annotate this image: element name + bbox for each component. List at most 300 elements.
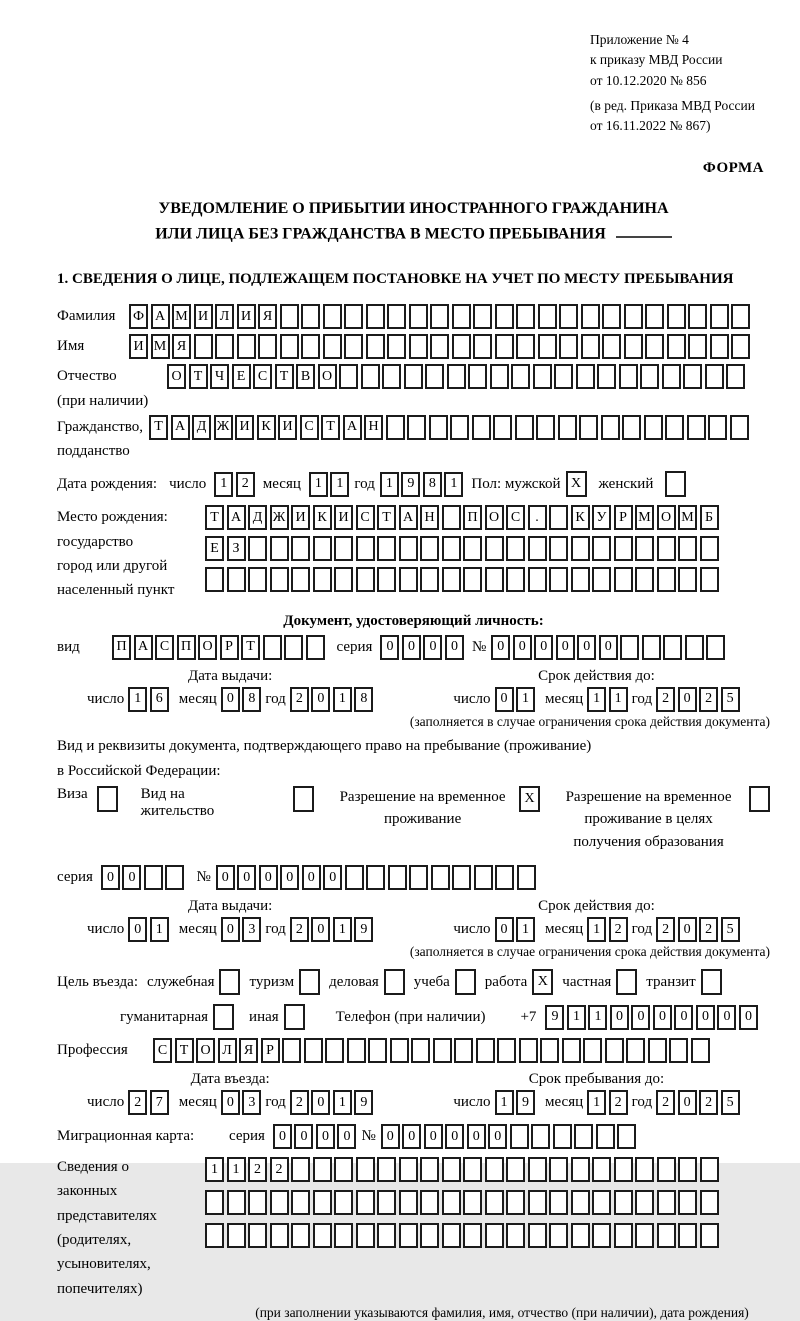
form-cell[interactable] [248,536,267,561]
form-cell[interactable] [592,567,611,592]
form-cell[interactable]: 0 [495,687,514,712]
form-cell[interactable] [678,1157,697,1182]
permit-valid-year-input[interactable] [656,917,740,942]
form-cell[interactable]: 8 [242,687,261,712]
form-cell[interactable] [263,635,282,660]
form-cell[interactable]: 3 [242,1090,261,1115]
form-cell[interactable] [497,1038,516,1063]
id-issue-year-input[interactable] [290,687,374,712]
reps-row3-input[interactable] [205,1223,719,1248]
birth-place-row2-input[interactable] [205,536,719,561]
form-cell[interactable] [377,536,396,561]
form-cell[interactable] [528,536,547,561]
form-cell[interactable]: 2 [656,1090,675,1115]
form-cell[interactable] [334,1223,353,1248]
form-cell[interactable] [301,304,320,329]
form-cell[interactable] [669,1038,688,1063]
form-cell[interactable] [605,1038,624,1063]
form-cell[interactable]: Н [420,505,439,530]
form-cell[interactable] [227,1223,246,1248]
form-cell[interactable] [366,865,385,890]
form-cell[interactable] [665,415,684,440]
form-cell[interactable]: 2 [699,687,718,712]
purpose-chastnaya-checkbox[interactable] [616,969,637,995]
form-cell[interactable]: 6 [150,687,169,712]
form-cell[interactable] [626,1038,645,1063]
form-cell[interactable] [495,334,514,359]
form-cell[interactable] [602,304,621,329]
form-cell[interactable]: 0 [599,635,618,660]
form-cell[interactable]: 0 [577,635,596,660]
form-cell[interactable] [558,415,577,440]
form-cell[interactable] [313,1157,332,1182]
form-cell[interactable] [356,567,375,592]
form-cell[interactable] [463,1190,482,1215]
form-cell[interactable] [447,364,466,389]
form-cell[interactable]: 0 [674,1005,693,1030]
form-cell[interactable] [678,567,697,592]
form-cell[interactable] [382,364,401,389]
form-cell[interactable] [361,364,380,389]
form-cell[interactable]: 1 [588,1005,607,1030]
form-cell[interactable] [533,364,552,389]
form-cell[interactable] [474,865,493,890]
form-cell[interactable] [237,334,256,359]
form-cell[interactable] [97,786,118,812]
form-cell[interactable] [614,1223,633,1248]
form-cell[interactable] [325,1038,344,1063]
form-cell[interactable]: 1 [587,1090,606,1115]
form-cell[interactable]: 1 [333,1090,352,1115]
form-cell[interactable]: 1 [128,687,147,712]
form-cell[interactable]: О [318,364,337,389]
form-cell[interactable] [708,415,727,440]
form-cell[interactable] [538,304,557,329]
form-cell[interactable] [688,304,707,329]
form-cell[interactable] [227,567,246,592]
form-cell[interactable]: 9 [401,472,420,497]
form-cell[interactable] [506,1223,525,1248]
entry-day-input[interactable] [128,1090,169,1115]
form-cell[interactable] [420,536,439,561]
form-cell[interactable] [592,536,611,561]
form-cell[interactable]: И [194,304,213,329]
patronymic-input[interactable] [167,364,745,389]
id-issue-month-input[interactable] [221,687,262,712]
form-cell[interactable]: 0 [423,635,442,660]
form-cell[interactable]: 0 [221,917,240,942]
form-cell[interactable]: 0 [402,1124,421,1149]
id-doc-type-input[interactable] [112,635,325,660]
form-cell[interactable] [377,1223,396,1248]
form-cell[interactable] [313,1190,332,1215]
form-cell[interactable] [165,865,184,890]
form-cell[interactable]: С [300,415,319,440]
form-cell[interactable] [731,334,750,359]
purpose-turizm-checkbox[interactable] [299,969,320,995]
form-cell[interactable] [528,1190,547,1215]
form-cell[interactable]: 1 [495,1090,514,1115]
purpose-rabota-checkbox[interactable] [532,969,553,995]
form-cell[interactable] [662,364,681,389]
form-cell[interactable]: 0 [495,917,514,942]
form-cell[interactable] [691,1038,710,1063]
form-cell[interactable] [344,304,363,329]
form-cell[interactable]: X [519,786,540,812]
form-cell[interactable]: Л [218,1038,237,1063]
form-cell[interactable] [559,334,578,359]
form-cell[interactable]: 2 [609,917,628,942]
form-cell[interactable] [511,364,530,389]
form-cell[interactable]: 0 [337,1124,356,1149]
form-cell[interactable] [323,304,342,329]
form-cell[interactable] [473,334,492,359]
form-cell[interactable]: М [635,505,654,530]
form-cell[interactable]: 2 [699,1090,718,1115]
form-cell[interactable]: С [155,635,174,660]
form-cell[interactable] [433,1038,452,1063]
form-cell[interactable] [409,304,428,329]
form-cell[interactable]: 8 [423,472,442,497]
form-cell[interactable]: 0 [316,1124,335,1149]
form-cell[interactable]: П [177,635,196,660]
form-cell[interactable] [700,567,719,592]
sex-female-checkbox[interactable] [665,471,686,497]
purpose-sluzhebnaya-checkbox[interactable] [219,969,240,995]
form-cell[interactable]: 8 [354,687,373,712]
form-cell[interactable] [592,1157,611,1182]
visa-checkbox[interactable] [97,786,118,812]
form-cell[interactable] [227,1190,246,1215]
form-cell[interactable]: 0 [678,687,697,712]
form-cell[interactable] [688,334,707,359]
phone-input[interactable] [545,1005,758,1030]
form-cell[interactable] [442,1223,461,1248]
mig-number-input[interactable] [381,1124,637,1149]
form-cell[interactable]: В [296,364,315,389]
form-cell[interactable] [614,536,633,561]
form-cell[interactable] [657,1157,676,1182]
form-cell[interactable] [516,334,535,359]
form-cell[interactable] [270,1223,289,1248]
form-cell[interactable] [270,536,289,561]
form-cell[interactable]: 0 [424,1124,443,1149]
form-cell[interactable]: Т [321,415,340,440]
form-cell[interactable]: 9 [545,1005,564,1030]
form-cell[interactable]: 0 [311,687,330,712]
form-cell[interactable] [306,635,325,660]
form-cell[interactable]: 0 [678,917,697,942]
form-cell[interactable] [293,786,314,812]
form-cell[interactable] [687,415,706,440]
form-cell[interactable] [388,865,407,890]
form-cell[interactable] [377,1157,396,1182]
form-cell[interactable] [356,1190,375,1215]
form-cell[interactable] [506,1157,525,1182]
form-cell[interactable] [510,1124,529,1149]
form-cell[interactable]: 0 [488,1124,507,1149]
form-cell[interactable] [420,1157,439,1182]
form-cell[interactable] [404,364,423,389]
form-cell[interactable] [205,567,224,592]
form-cell[interactable]: 0 [653,1005,672,1030]
form-cell[interactable]: 0 [128,917,147,942]
form-cell[interactable]: 1 [333,917,352,942]
form-cell[interactable] [339,364,358,389]
form-cell[interactable] [299,969,320,995]
form-cell[interactable]: 1 [227,1157,246,1182]
form-cell[interactable] [506,536,525,561]
form-cell[interactable]: 0 [445,635,464,660]
form-cell[interactable] [574,1124,593,1149]
form-cell[interactable]: Е [205,536,224,561]
form-cell[interactable]: Р [614,505,633,530]
form-cell[interactable] [399,1157,418,1182]
form-cell[interactable] [356,536,375,561]
form-cell[interactable]: Т [275,364,294,389]
form-cell[interactable]: Т [149,415,168,440]
form-cell[interactable]: 5 [721,687,740,712]
id-valid-day-input[interactable] [495,687,536,712]
permit-valid-month-input[interactable] [587,917,628,942]
form-cell[interactable] [528,1223,547,1248]
form-cell[interactable] [624,304,643,329]
form-cell[interactable]: 0 [739,1005,758,1030]
purpose-ucheba-checkbox[interactable] [455,969,476,995]
form-cell[interactable] [463,536,482,561]
form-cell[interactable] [657,536,676,561]
form-cell[interactable] [730,415,749,440]
residence-permit-checkbox[interactable] [293,786,314,812]
form-cell[interactable]: 0 [323,865,342,890]
form-cell[interactable] [284,635,303,660]
form-cell[interactable]: П [463,505,482,530]
form-cell[interactable] [384,969,405,995]
form-cell[interactable]: 0 [259,865,278,890]
form-cell[interactable] [617,1124,636,1149]
form-cell[interactable] [705,364,724,389]
form-cell[interactable]: К [571,505,590,530]
form-cell[interactable]: 0 [717,1005,736,1030]
form-cell[interactable] [597,364,616,389]
form-cell[interactable]: И [291,505,310,530]
form-cell[interactable] [726,364,745,389]
form-cell[interactable] [313,567,332,592]
permit-valid-day-input[interactable] [495,917,536,942]
form-cell[interactable]: И [278,415,297,440]
form-cell[interactable]: 2 [290,1090,309,1115]
reps-row1-input[interactable] [205,1157,719,1182]
form-cell[interactable] [301,334,320,359]
form-cell[interactable] [596,1124,615,1149]
form-cell[interactable] [616,969,637,995]
form-cell[interactable] [399,536,418,561]
form-cell[interactable]: 1 [309,472,328,497]
form-cell[interactable] [678,536,697,561]
form-cell[interactable] [495,865,514,890]
form-cell[interactable]: Л [215,304,234,329]
reps-row2-input[interactable] [205,1190,719,1215]
form-cell[interactable] [366,334,385,359]
permit-number-input[interactable] [216,865,536,890]
form-cell[interactable] [213,1004,234,1030]
form-cell[interactable] [366,304,385,329]
form-cell[interactable]: И [334,505,353,530]
birth-place-row3-input[interactable] [205,567,719,592]
form-cell[interactable] [485,1223,504,1248]
birth-year-input[interactable] [380,472,464,497]
form-cell[interactable] [657,567,676,592]
form-cell[interactable]: С [506,505,525,530]
form-cell[interactable] [205,1223,224,1248]
form-cell[interactable] [601,415,620,440]
form-cell[interactable] [291,1157,310,1182]
id-doc-seriya-input[interactable] [380,635,464,660]
form-cell[interactable]: 0 [273,1124,292,1149]
form-cell[interactable] [619,364,638,389]
form-cell[interactable]: 0 [610,1005,629,1030]
form-cell[interactable]: 0 [237,865,256,890]
form-cell[interactable] [270,567,289,592]
form-cell[interactable] [442,1157,461,1182]
form-cell[interactable] [248,1190,267,1215]
form-cell[interactable]: 0 [101,865,120,890]
form-cell[interactable]: 2 [656,917,675,942]
id-doc-number-input[interactable] [491,635,725,660]
form-cell[interactable]: 9 [354,1090,373,1115]
form-cell[interactable]: Т [241,635,260,660]
form-cell[interactable] [562,1038,581,1063]
form-cell[interactable] [571,1223,590,1248]
form-cell[interactable]: Е [232,364,251,389]
form-cell[interactable]: 1 [587,687,606,712]
form-cell[interactable] [678,1223,697,1248]
form-cell[interactable] [485,1157,504,1182]
form-cell[interactable] [506,567,525,592]
form-cell[interactable] [667,304,686,329]
form-cell[interactable]: X [532,969,553,995]
form-cell[interactable] [516,304,535,329]
form-cell[interactable] [270,1190,289,1215]
form-cell[interactable] [344,334,363,359]
form-cell[interactable] [685,635,704,660]
form-cell[interactable] [749,786,770,812]
form-cell[interactable] [493,415,512,440]
form-cell[interactable] [368,1038,387,1063]
form-cell[interactable]: Т [377,505,396,530]
form-cell[interactable] [701,969,722,995]
form-cell[interactable] [635,567,654,592]
form-cell[interactable]: К [313,505,332,530]
form-cell[interactable] [635,1190,654,1215]
form-cell[interactable] [614,1157,633,1182]
form-cell[interactable] [620,635,639,660]
form-cell[interactable] [463,567,482,592]
form-cell[interactable] [377,1190,396,1215]
permit-issue-year-input[interactable] [290,917,374,942]
stay-month-input[interactable] [587,1090,628,1115]
form-cell[interactable] [431,865,450,890]
form-cell[interactable]: 5 [721,1090,740,1115]
form-cell[interactable] [528,567,547,592]
form-cell[interactable] [323,334,342,359]
form-cell[interactable]: 1 [567,1005,586,1030]
form-cell[interactable] [642,635,661,660]
form-cell[interactable] [710,334,729,359]
surname-input[interactable] [129,304,750,329]
form-cell[interactable]: 0 [311,917,330,942]
form-cell[interactable] [450,415,469,440]
form-cell[interactable]: И [237,304,256,329]
form-cell[interactable] [399,1223,418,1248]
form-cell[interactable] [678,1190,697,1215]
form-cell[interactable] [468,364,487,389]
stay-day-input[interactable] [495,1090,536,1115]
form-cell[interactable]: С [153,1038,172,1063]
form-cell[interactable] [583,1038,602,1063]
form-cell[interactable] [452,304,471,329]
form-cell[interactable]: X [566,471,587,497]
form-cell[interactable]: 5 [721,917,740,942]
form-cell[interactable] [429,415,448,440]
form-cell[interactable] [485,567,504,592]
form-cell[interactable] [549,1223,568,1248]
form-cell[interactable]: 0 [311,1090,330,1115]
form-cell[interactable] [657,1223,676,1248]
form-cell[interactable] [602,334,621,359]
birth-place-row1-input[interactable] [205,505,719,530]
form-cell[interactable] [648,1038,667,1063]
form-cell[interactable]: 2 [290,687,309,712]
form-cell[interactable]: А [151,304,170,329]
form-cell[interactable] [635,1157,654,1182]
form-cell[interactable] [473,304,492,329]
form-cell[interactable]: Р [220,635,239,660]
entry-year-input[interactable] [290,1090,374,1115]
form-cell[interactable] [549,567,568,592]
form-cell[interactable]: Я [172,334,191,359]
form-cell[interactable]: А [399,505,418,530]
entry-month-input[interactable] [221,1090,262,1115]
form-cell[interactable]: 1 [205,1157,224,1182]
form-cell[interactable] [657,1190,676,1215]
purpose-gumanitarnaya-checkbox[interactable] [213,1004,234,1030]
form-cell[interactable]: 2 [270,1157,289,1182]
form-cell[interactable]: М [678,505,697,530]
form-cell[interactable]: . [528,505,547,530]
form-cell[interactable] [576,364,595,389]
form-cell[interactable] [334,567,353,592]
form-cell[interactable] [559,304,578,329]
form-cell[interactable] [399,1190,418,1215]
sex-male-checkbox[interactable] [566,471,587,497]
stay-year-input[interactable] [656,1090,740,1115]
form-cell[interactable]: Ж [214,415,233,440]
form-cell[interactable] [515,415,534,440]
form-cell[interactable] [452,334,471,359]
form-cell[interactable] [387,334,406,359]
form-cell[interactable] [614,1190,633,1215]
form-cell[interactable]: Д [192,415,211,440]
form-cell[interactable] [485,1190,504,1215]
form-cell[interactable]: 2 [609,1090,628,1115]
form-cell[interactable] [390,1038,409,1063]
form-cell[interactable]: 0 [302,865,321,890]
form-cell[interactable] [663,635,682,660]
form-cell[interactable] [571,567,590,592]
id-valid-month-input[interactable] [587,687,628,712]
temp-residence-edu-checkbox[interactable] [749,786,770,812]
